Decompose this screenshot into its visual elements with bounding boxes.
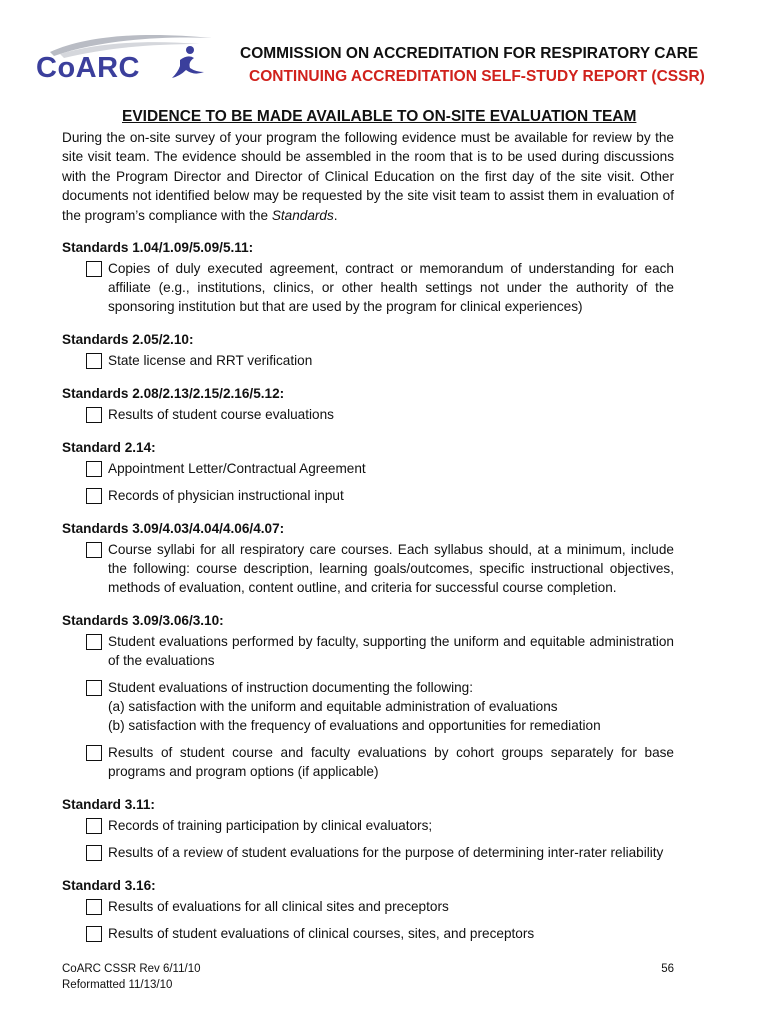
- evidence-item: [62, 816, 674, 835]
- evidence-group: [62, 438, 674, 505]
- evidence-item: [62, 843, 674, 862]
- evidence-checkbox[interactable]: [86, 461, 102, 477]
- evidence-item-text: Results of a review of student evaluations for the purpose of determining inter-rater reliability: [108, 845, 664, 860]
- standards-heading: Standards 3.09/3.06/3.10:: [62, 613, 224, 628]
- coarc-logo: [30, 30, 215, 90]
- evidence-item-text: Student evaluations performed by faculty, supporting the uniform and equitable administration of the evaluations: [108, 634, 674, 668]
- evidence-checkbox[interactable]: [86, 680, 102, 696]
- evidence-item-text: Results of student course evaluations: [108, 407, 334, 422]
- organization-title: COMMISSION ON ACCREDITATION FOR RESPIRATORY CARE: [240, 45, 699, 62]
- evidence-checkbox[interactable]: [86, 845, 102, 861]
- standards-heading: Standards 2.08/2.13/2.15/2.16/5.12:: [62, 386, 285, 401]
- evidence-list: [62, 238, 674, 957]
- evidence-item: [62, 743, 674, 781]
- evidence-item-text: Results of evaluations for all clinical sites and preceptors: [108, 899, 449, 914]
- evidence-group: [62, 330, 674, 370]
- evidence-group: [62, 519, 674, 597]
- evidence-checkbox[interactable]: [86, 542, 102, 558]
- evidence-item-text: Copies of duly executed agreement, contract or memorandum of understanding for each affiliate (e.g., institutions, clinics, or other health settings not under the authority of the sponsoring institution but that are used by the program for clinical experiences): [108, 261, 674, 314]
- evidence-item-text: Records of training participation by clinical evaluators;: [108, 818, 433, 833]
- evidence-item: [62, 351, 674, 370]
- standards-heading: Standards 2.05/2.10:: [62, 332, 194, 347]
- evidence-checkbox[interactable]: [86, 488, 102, 504]
- standards-heading: Standard 3.11:: [62, 797, 155, 812]
- standards-heading: Standard 3.16:: [62, 878, 156, 893]
- evidence-item: [62, 678, 674, 735]
- evidence-group: [62, 795, 674, 862]
- intro-emphasis: Standards: [271, 207, 334, 223]
- evidence-checkbox[interactable]: [86, 818, 102, 834]
- evidence-item-text: Student evaluations of instruction documenting the following: (a) satisfaction with the uniform and equitable administration of evaluations (b) satisfaction with the frequency of evaluations and opportunities for remediation: [108, 680, 601, 733]
- evidence-item-text: Appointment Letter/Contractual Agreement: [108, 461, 366, 476]
- evidence-item: [62, 259, 674, 316]
- evidence-checkbox[interactable]: [86, 926, 102, 942]
- section-title: EVIDENCE TO BE MADE AVAILABLE TO ON-SITE EVALUATION TEAM: [122, 108, 637, 125]
- evidence-item: [62, 897, 674, 916]
- intro-text: During the on-site survey of your program the following evidence must be available for review by the site visit team. The evidence should be assembled in the room that is to be used during discussions with the Program Director and Director of Clinical Education on the first day of the site visit. Other documents not identified below may be requested by the site visit team to assist them in evaluation of the program’s compliance with the: [62, 130, 674, 223]
- footer-rev: CoARC CSSR Rev 6/11/10: [62, 963, 201, 975]
- evidence-group: [62, 384, 674, 424]
- evidence-item: [62, 405, 674, 424]
- evidence-item: [62, 540, 674, 597]
- footer-reformatted: Reformatted 11/13/10: [62, 979, 173, 991]
- evidence-checkbox[interactable]: [86, 745, 102, 761]
- page-number: 56: [661, 963, 674, 975]
- intro-paragraph: [62, 128, 674, 225]
- standards-heading: Standards 1.04/1.09/5.09/5.11:: [62, 240, 254, 255]
- evidence-checkbox[interactable]: [86, 353, 102, 369]
- evidence-item-text: Results of student evaluations of clinical courses, sites, and preceptors: [108, 926, 535, 941]
- logo-wordmark: CoARC: [36, 52, 140, 84]
- evidence-item: [62, 924, 674, 943]
- footer-revision: [62, 961, 200, 993]
- evidence-item-text: State license and RRT verification: [108, 353, 313, 368]
- evidence-checkbox[interactable]: [86, 407, 102, 423]
- report-title: CONTINUING ACCREDITATION SELF-STUDY REPORT (CSSR): [249, 68, 705, 85]
- evidence-item: [62, 459, 674, 478]
- evidence-checkbox[interactable]: [86, 899, 102, 915]
- evidence-group: [62, 611, 674, 781]
- evidence-group: [62, 876, 674, 943]
- evidence-item-text: Results of student course and faculty evaluations by cohort groups separately for base programs and program options (if applicable): [108, 745, 674, 779]
- evidence-checkbox[interactable]: [86, 634, 102, 650]
- evidence-item-text: Records of physician instructional input: [108, 488, 344, 503]
- evidence-item: [62, 632, 674, 670]
- evidence-group: [62, 238, 674, 316]
- evidence-checkbox[interactable]: [86, 261, 102, 277]
- intro-end: .: [333, 207, 338, 223]
- standards-heading: Standards 3.09/4.03/4.04/4.06/4.07:: [62, 521, 285, 536]
- standards-heading: Standard 2.14:: [62, 440, 156, 455]
- evidence-item-text: Course syllabi for all respiratory care courses. Each syllabus should, at a minimum, include the following: course description, learning goals/outcomes, specific instructional objectives, methods of evaluation, content outline, and criteria for successful course completion.: [108, 542, 674, 595]
- evidence-item: [62, 486, 674, 505]
